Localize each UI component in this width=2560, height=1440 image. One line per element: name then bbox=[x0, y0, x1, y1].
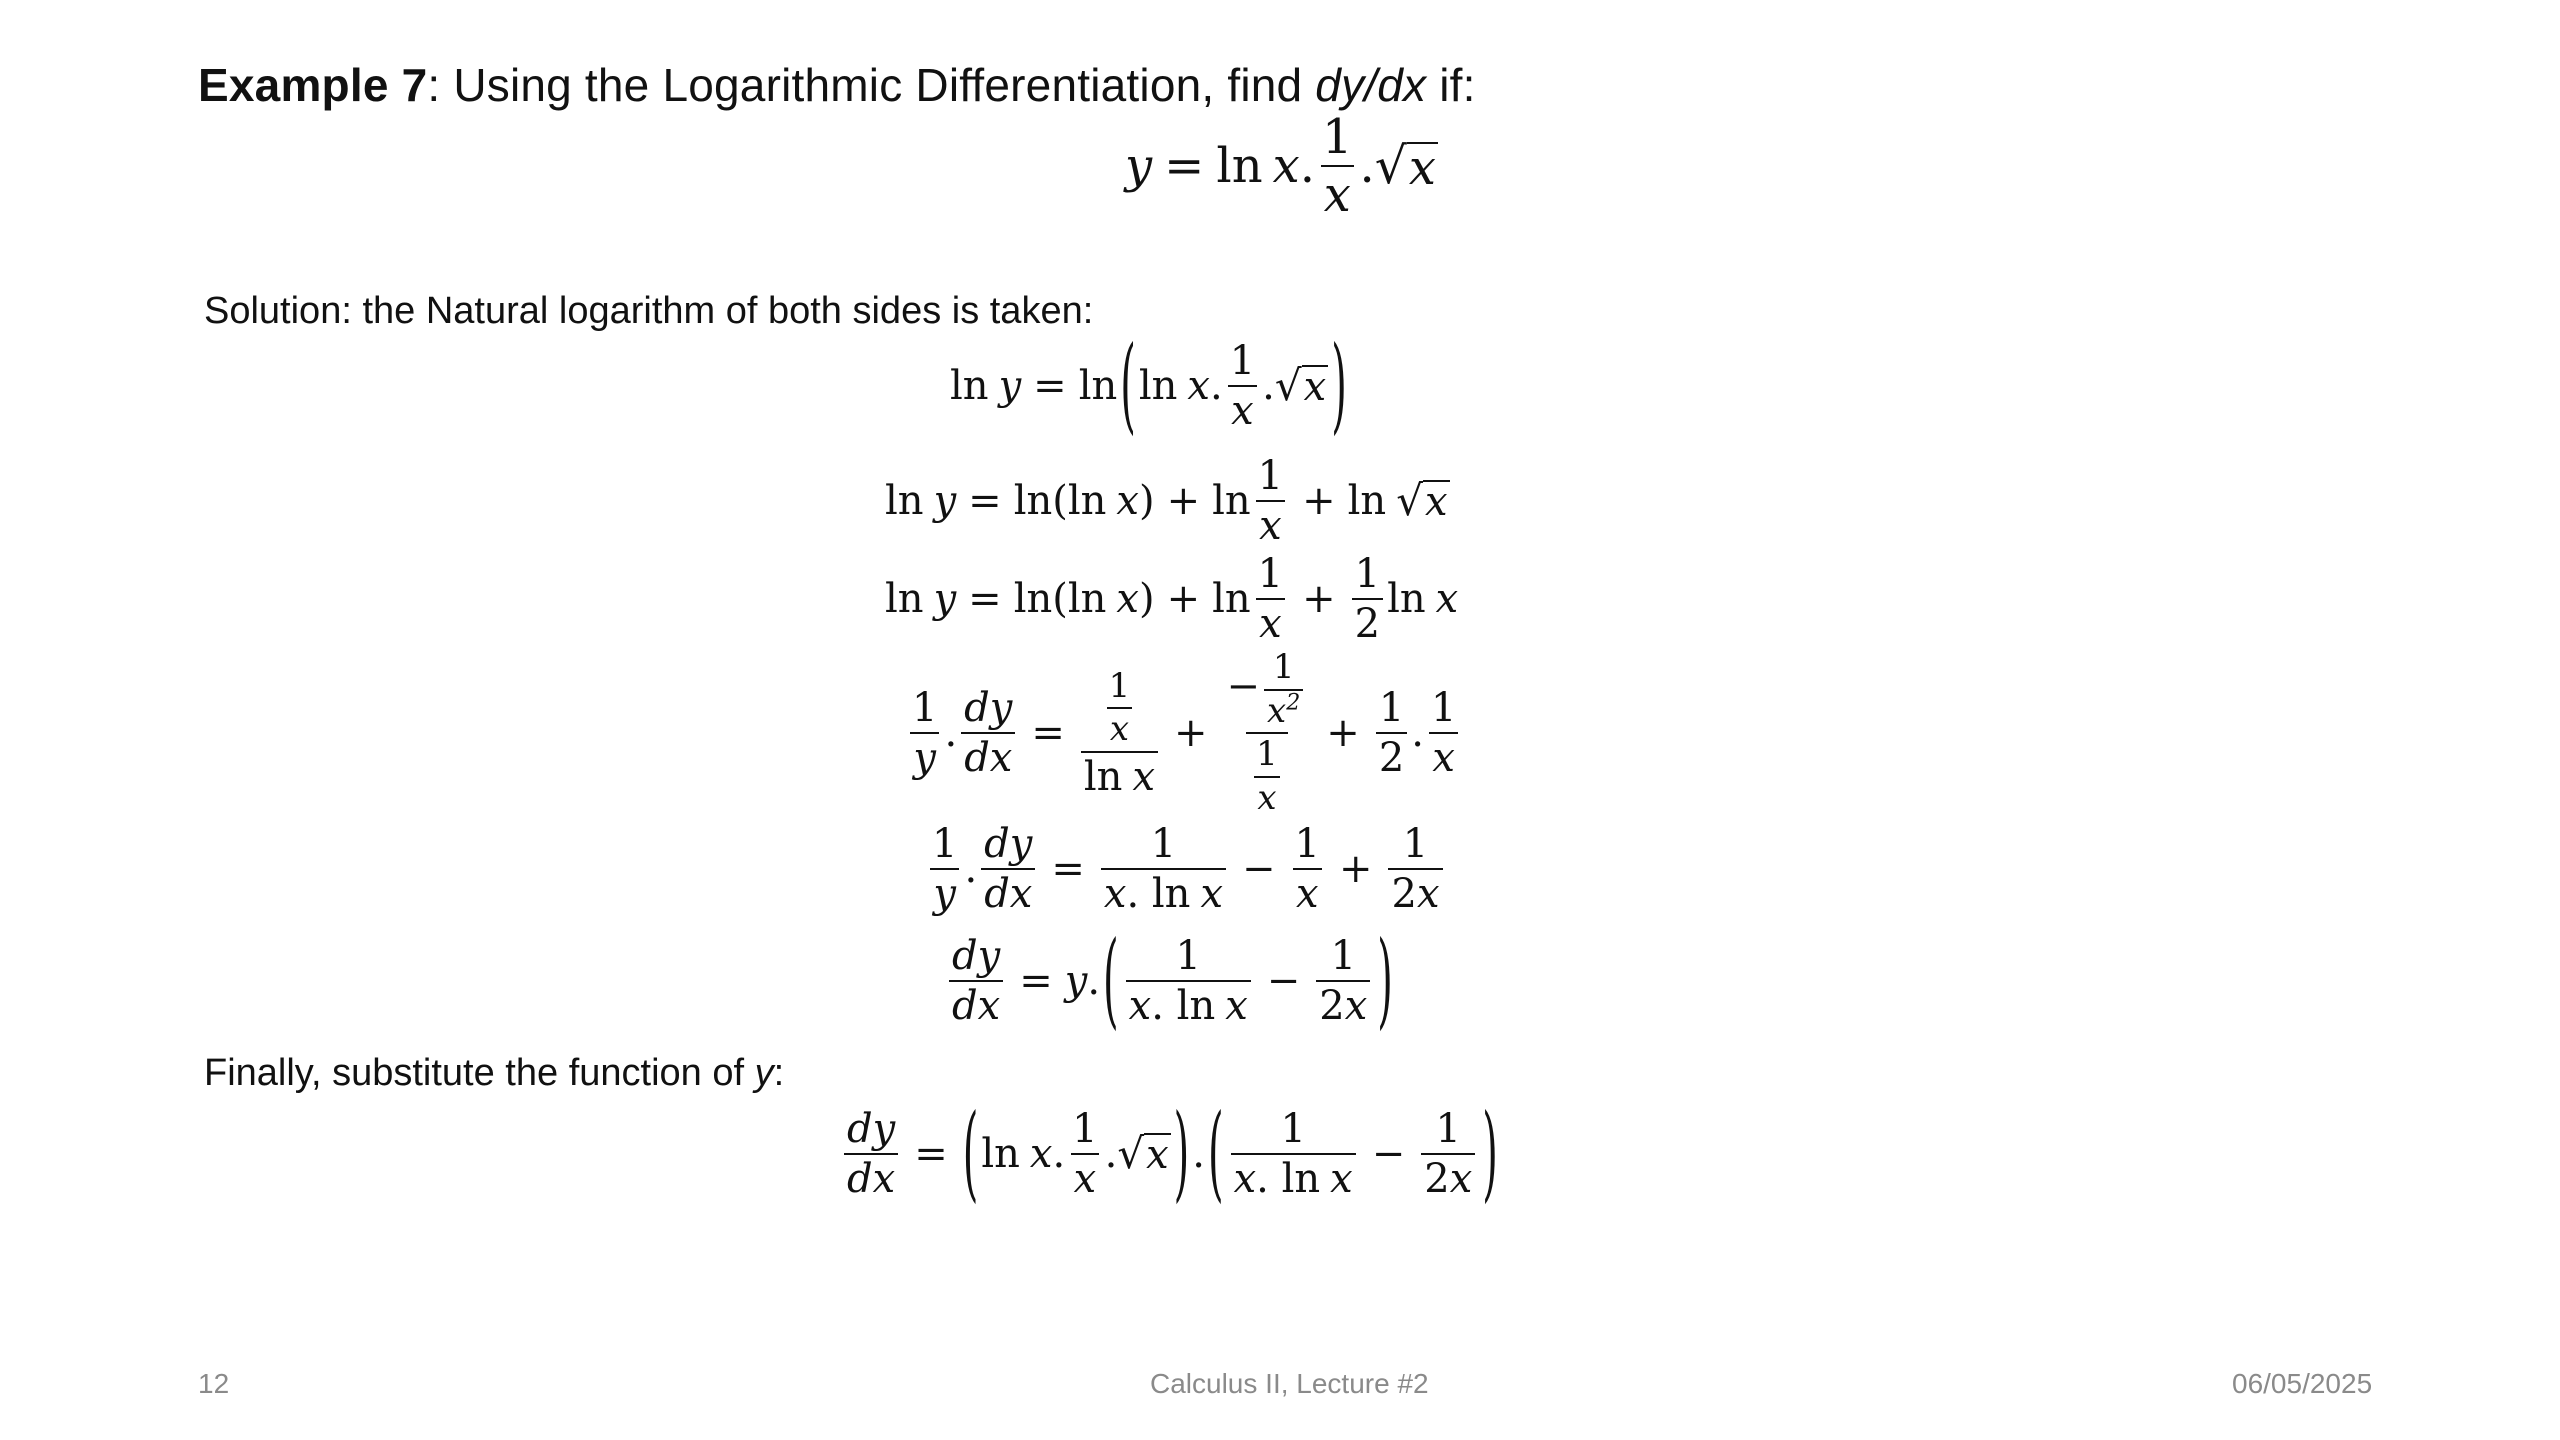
course-name: Calculus II, Lecture #2 bbox=[1150, 1368, 1429, 1399]
step-2-equation: ln y = ln(ln x ) + ln $\frac{1}{x}$ + ln √ x bbox=[885, 453, 1448, 549]
step-4-equation: $\frac{1}{y}$ . $\frac{dy}{dx}$ = $\frac{\frac{1}{x}}{\text{ln x}}$ + − $\frac{1}{x^2}$ $\frac{1}{x}$ + $\frac{1}{2}$ . $\frac{1}{x}$ bbox=[912, 647, 1457, 819]
title-suffix: if: bbox=[1426, 59, 1476, 111]
slide-date: 06/05/2025 bbox=[2232, 1368, 2373, 1399]
step-5-equation: $\frac{1}{y}$ . $\frac{dy}{dx}$ = $\frac{1}{\text{x. ln x}}$ − $\frac{1}{x}$ + $\frac{1}{2x}$ bbox=[925, 823, 1447, 915]
page-number: 12 bbox=[198, 1368, 230, 1399]
title-variable: dy/dx bbox=[1315, 59, 1427, 111]
solution-label: Solution: the Natural logarithm of both sides is taken: bbox=[204, 290, 1094, 332]
final-label: Finally, substitute the function of y: bbox=[204, 1052, 785, 1094]
slide-title bbox=[198, 58, 1476, 112]
final-equation: $\frac{dy}{dx}$ = ( ln x . $\frac{1}{x}$ . √ x ) . ( $\frac{1}{\text{x. ln x}}$ − $\frac{1}{2x}$ ) bbox=[840, 1108, 1501, 1200]
example-label: Example 7 bbox=[198, 59, 428, 111]
step-1-equation: ln y = ln ( ln x . $\frac{1}{x}$ . √ x ) bbox=[950, 326, 1347, 446]
step-6-equation: $\frac{dy}{dx}$ = y . ( $\frac{1}{\text{x. ln x}}$ − $\frac{1}{2x}$ ) bbox=[945, 935, 1396, 1027]
title-text: : Using the Logarithmic Differentiation, find bbox=[427, 59, 1316, 111]
given-equation: y = ln x . $\frac{1}{x}$ . √ x bbox=[1125, 109, 1436, 224]
step-3-equation: ln y = ln(ln x ) + ln $\frac{1}{x}$ + $\frac{1}{2}$ ln x bbox=[885, 551, 1459, 647]
